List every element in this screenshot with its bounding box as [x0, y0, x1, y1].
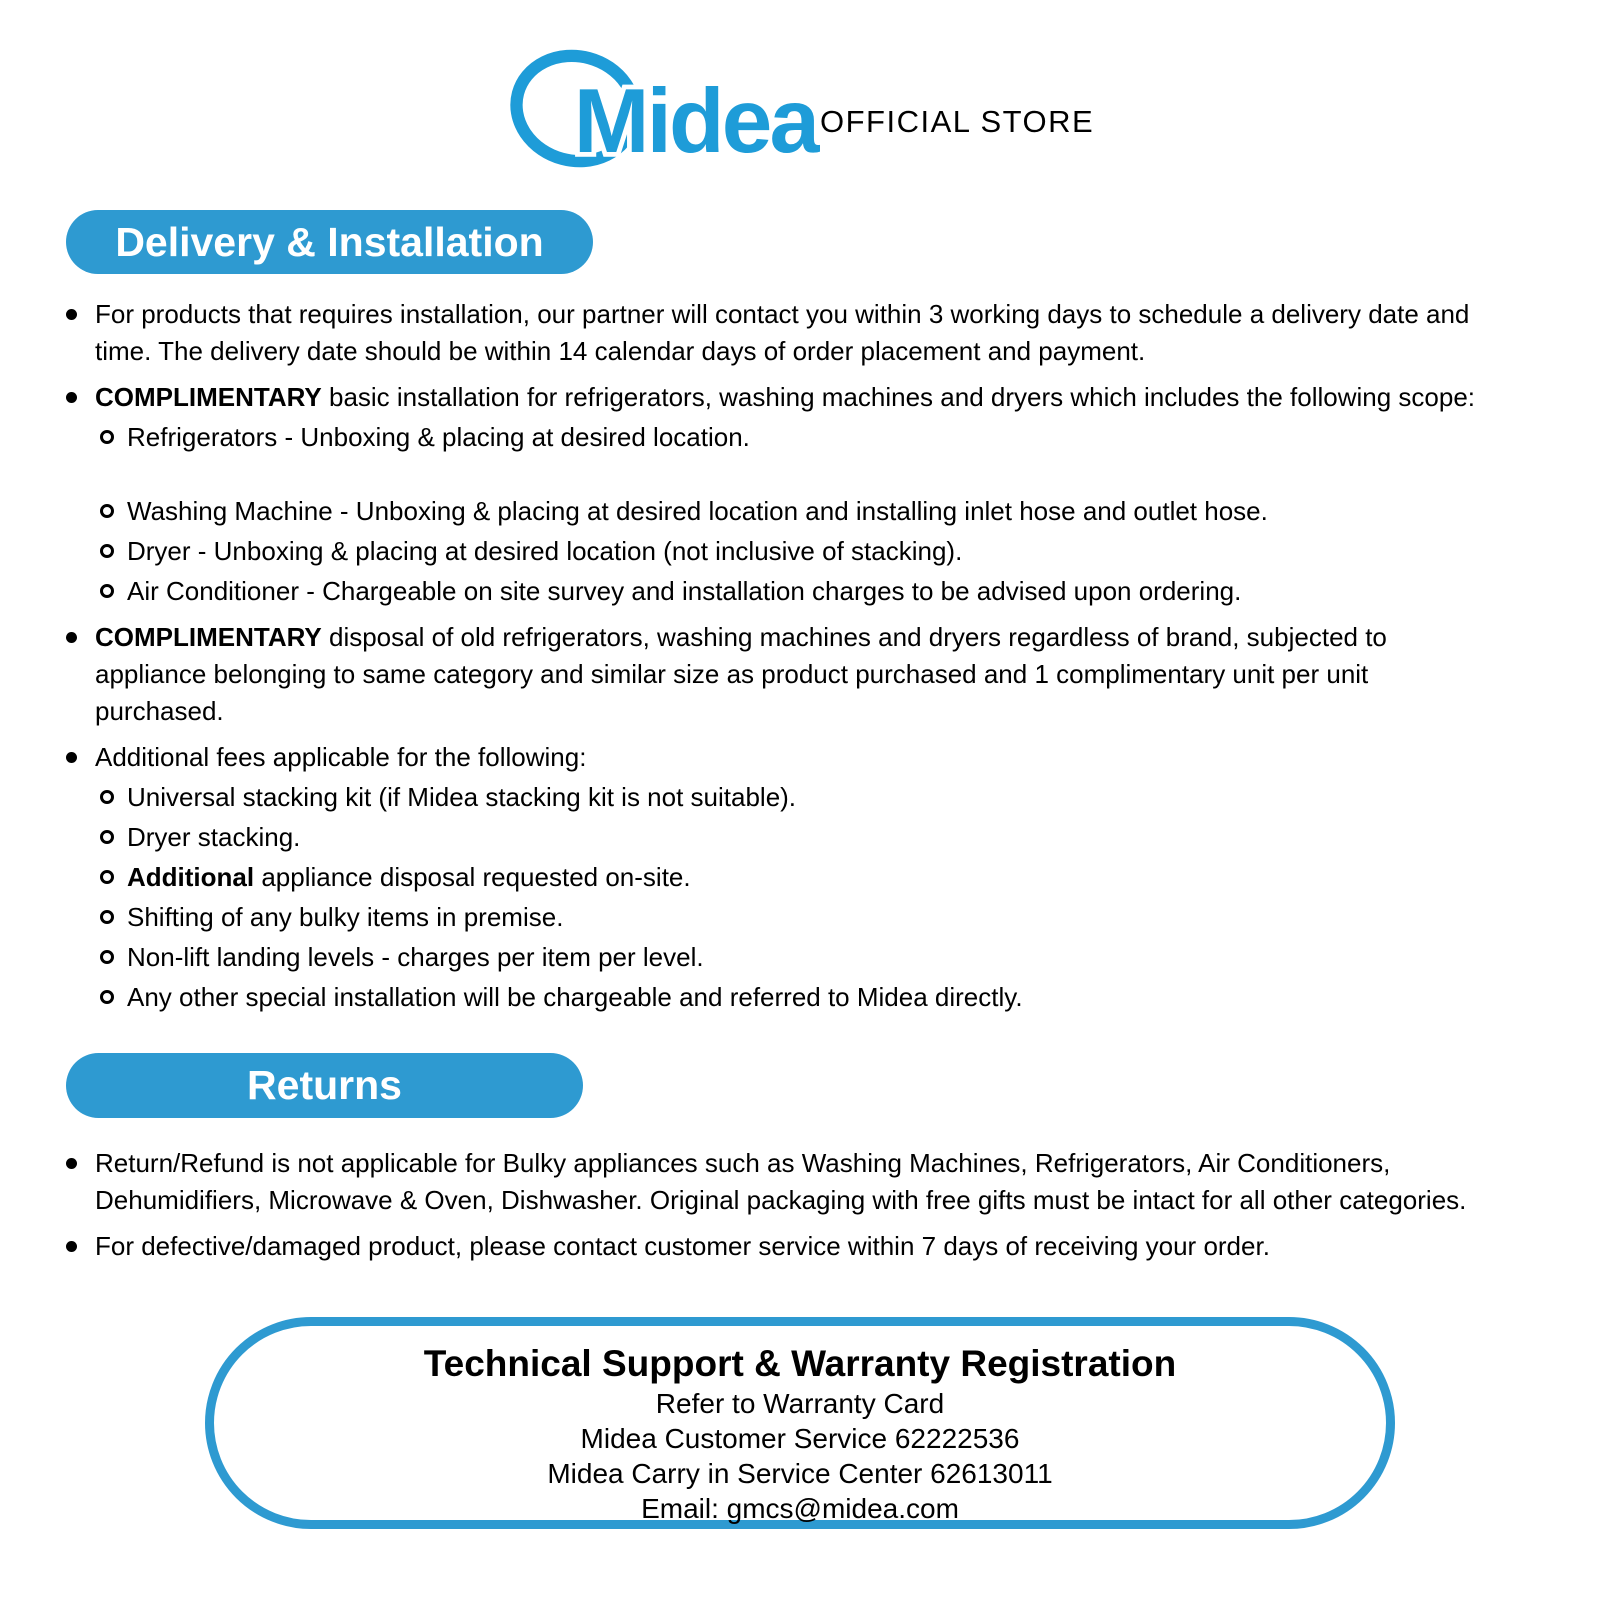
sub-list-item [66, 939, 1490, 976]
dot-bullet-icon [66, 752, 77, 763]
list-item-text: Refrigerators - Unboxing & placing at desired location. [127, 422, 750, 452]
list-item-text: Air Conditioner - Chargeable on site survey and installation charges to be advised upon ordering. [127, 576, 1242, 606]
support-line: Midea Customer Service 62222536 [580, 1423, 1020, 1454]
list-item-text: COMPLIMENTARY basic installation for refrigerators, washing machines and dryers which includes the following scope: [95, 382, 1476, 412]
circle-bullet-icon [100, 950, 114, 964]
technical-support-box [205, 1317, 1395, 1529]
list-item-text: Dryer - Unboxing & placing at desired location (not inclusive of stacking). [127, 536, 963, 566]
sub-list-item [66, 819, 1490, 856]
dot-bullet-icon [66, 392, 77, 403]
returns-list [66, 1136, 1490, 1265]
technical-support-lines [214, 1386, 1386, 1526]
dot-bullet-icon [66, 1241, 77, 1252]
midea-logo [498, 42, 820, 178]
list-item [66, 296, 1490, 370]
logo-wordmark: Midea [573, 71, 818, 173]
circle-bullet-icon [100, 910, 114, 924]
circle-bullet-icon [100, 870, 114, 884]
support-line: Email: gmcs@midea.com [641, 1493, 959, 1524]
list-item-text: For products that requires installation, our partner will contact you within 3 working days to schedule a delivery date and time. The delivery date should be within 14 calendar days of order placement and payment. [95, 299, 1470, 366]
list-item-text: Any other special installation will be chargeable and referred to Midea directly. [127, 982, 1023, 1012]
circle-bullet-icon [100, 830, 114, 844]
sub-list-item [66, 419, 1490, 456]
list-item-text: Additional appliance disposal requested on-site. [127, 862, 691, 892]
list-item-text: Additional fees applicable for the following: [95, 742, 587, 772]
support-line: Refer to Warranty Card [655, 1388, 945, 1419]
dot-bullet-icon [66, 1158, 77, 1169]
sub-list-item [66, 859, 1490, 896]
circle-bullet-icon [100, 544, 114, 558]
list-item-text: Universal stacking kit (if Midea stacking kit is not suitable). [127, 782, 797, 812]
official-store-label: OFFICIAL STORE [820, 104, 1095, 139]
dot-bullet-icon [66, 632, 77, 643]
circle-bullet-icon [100, 990, 114, 1004]
list-item-text: Shifting of any bulky items in premise. [127, 902, 564, 932]
sub-list-item [66, 899, 1490, 936]
circle-bullet-icon [100, 790, 114, 804]
delivery-installation-heading: Delivery & Installation [66, 210, 593, 274]
sub-list-item [66, 979, 1490, 1016]
delivery-installation-list [66, 287, 1490, 1016]
returns-heading: Returns [66, 1053, 583, 1118]
sub-list-item [66, 533, 1490, 570]
list-item-text: Return/Refund is not applicable for Bulky appliances such as Washing Machines, Refrigerators, Air Conditioners, Dehumidifiers, Microwave & Oven, Dishwasher. Original packaging with free gifts must be intact for all other categories. [95, 1148, 1467, 1215]
list-item [66, 1145, 1490, 1219]
list-item [66, 619, 1490, 730]
circle-bullet-icon [100, 430, 114, 444]
circle-bullet-icon [100, 504, 114, 518]
midea-logo-icon [498, 42, 820, 175]
sub-list-item [66, 493, 1490, 530]
circle-bullet-icon [100, 584, 114, 598]
list-item [66, 739, 1490, 776]
support-line: Midea Carry in Service Center 62613011 [547, 1458, 1053, 1489]
list-item-text: COMPLIMENTARY disposal of old refrigerators, washing machines and dryers regardless of brand, subjected to appliance belonging to same category and similar size as product purchased and 1 complimentary unit per unit purchased. [95, 622, 1387, 726]
list-item-text: For defective/damaged product, please contact customer service within 7 days of receiving your order. [95, 1231, 1270, 1261]
sub-list-item [66, 779, 1490, 816]
list-item [66, 1228, 1490, 1265]
list-item [66, 379, 1490, 416]
list-item-text: Dryer stacking. [127, 822, 301, 852]
sub-list-item [66, 573, 1490, 610]
list-item-text: Washing Machine - Unboxing & placing at desired location and installing inlet hose and outlet hose. [127, 496, 1268, 526]
dot-bullet-icon [66, 309, 77, 320]
list-item-text: Non-lift landing levels - charges per item per level. [127, 942, 704, 972]
technical-support-title: Technical Support & Warranty Registration [423, 1343, 1177, 1384]
